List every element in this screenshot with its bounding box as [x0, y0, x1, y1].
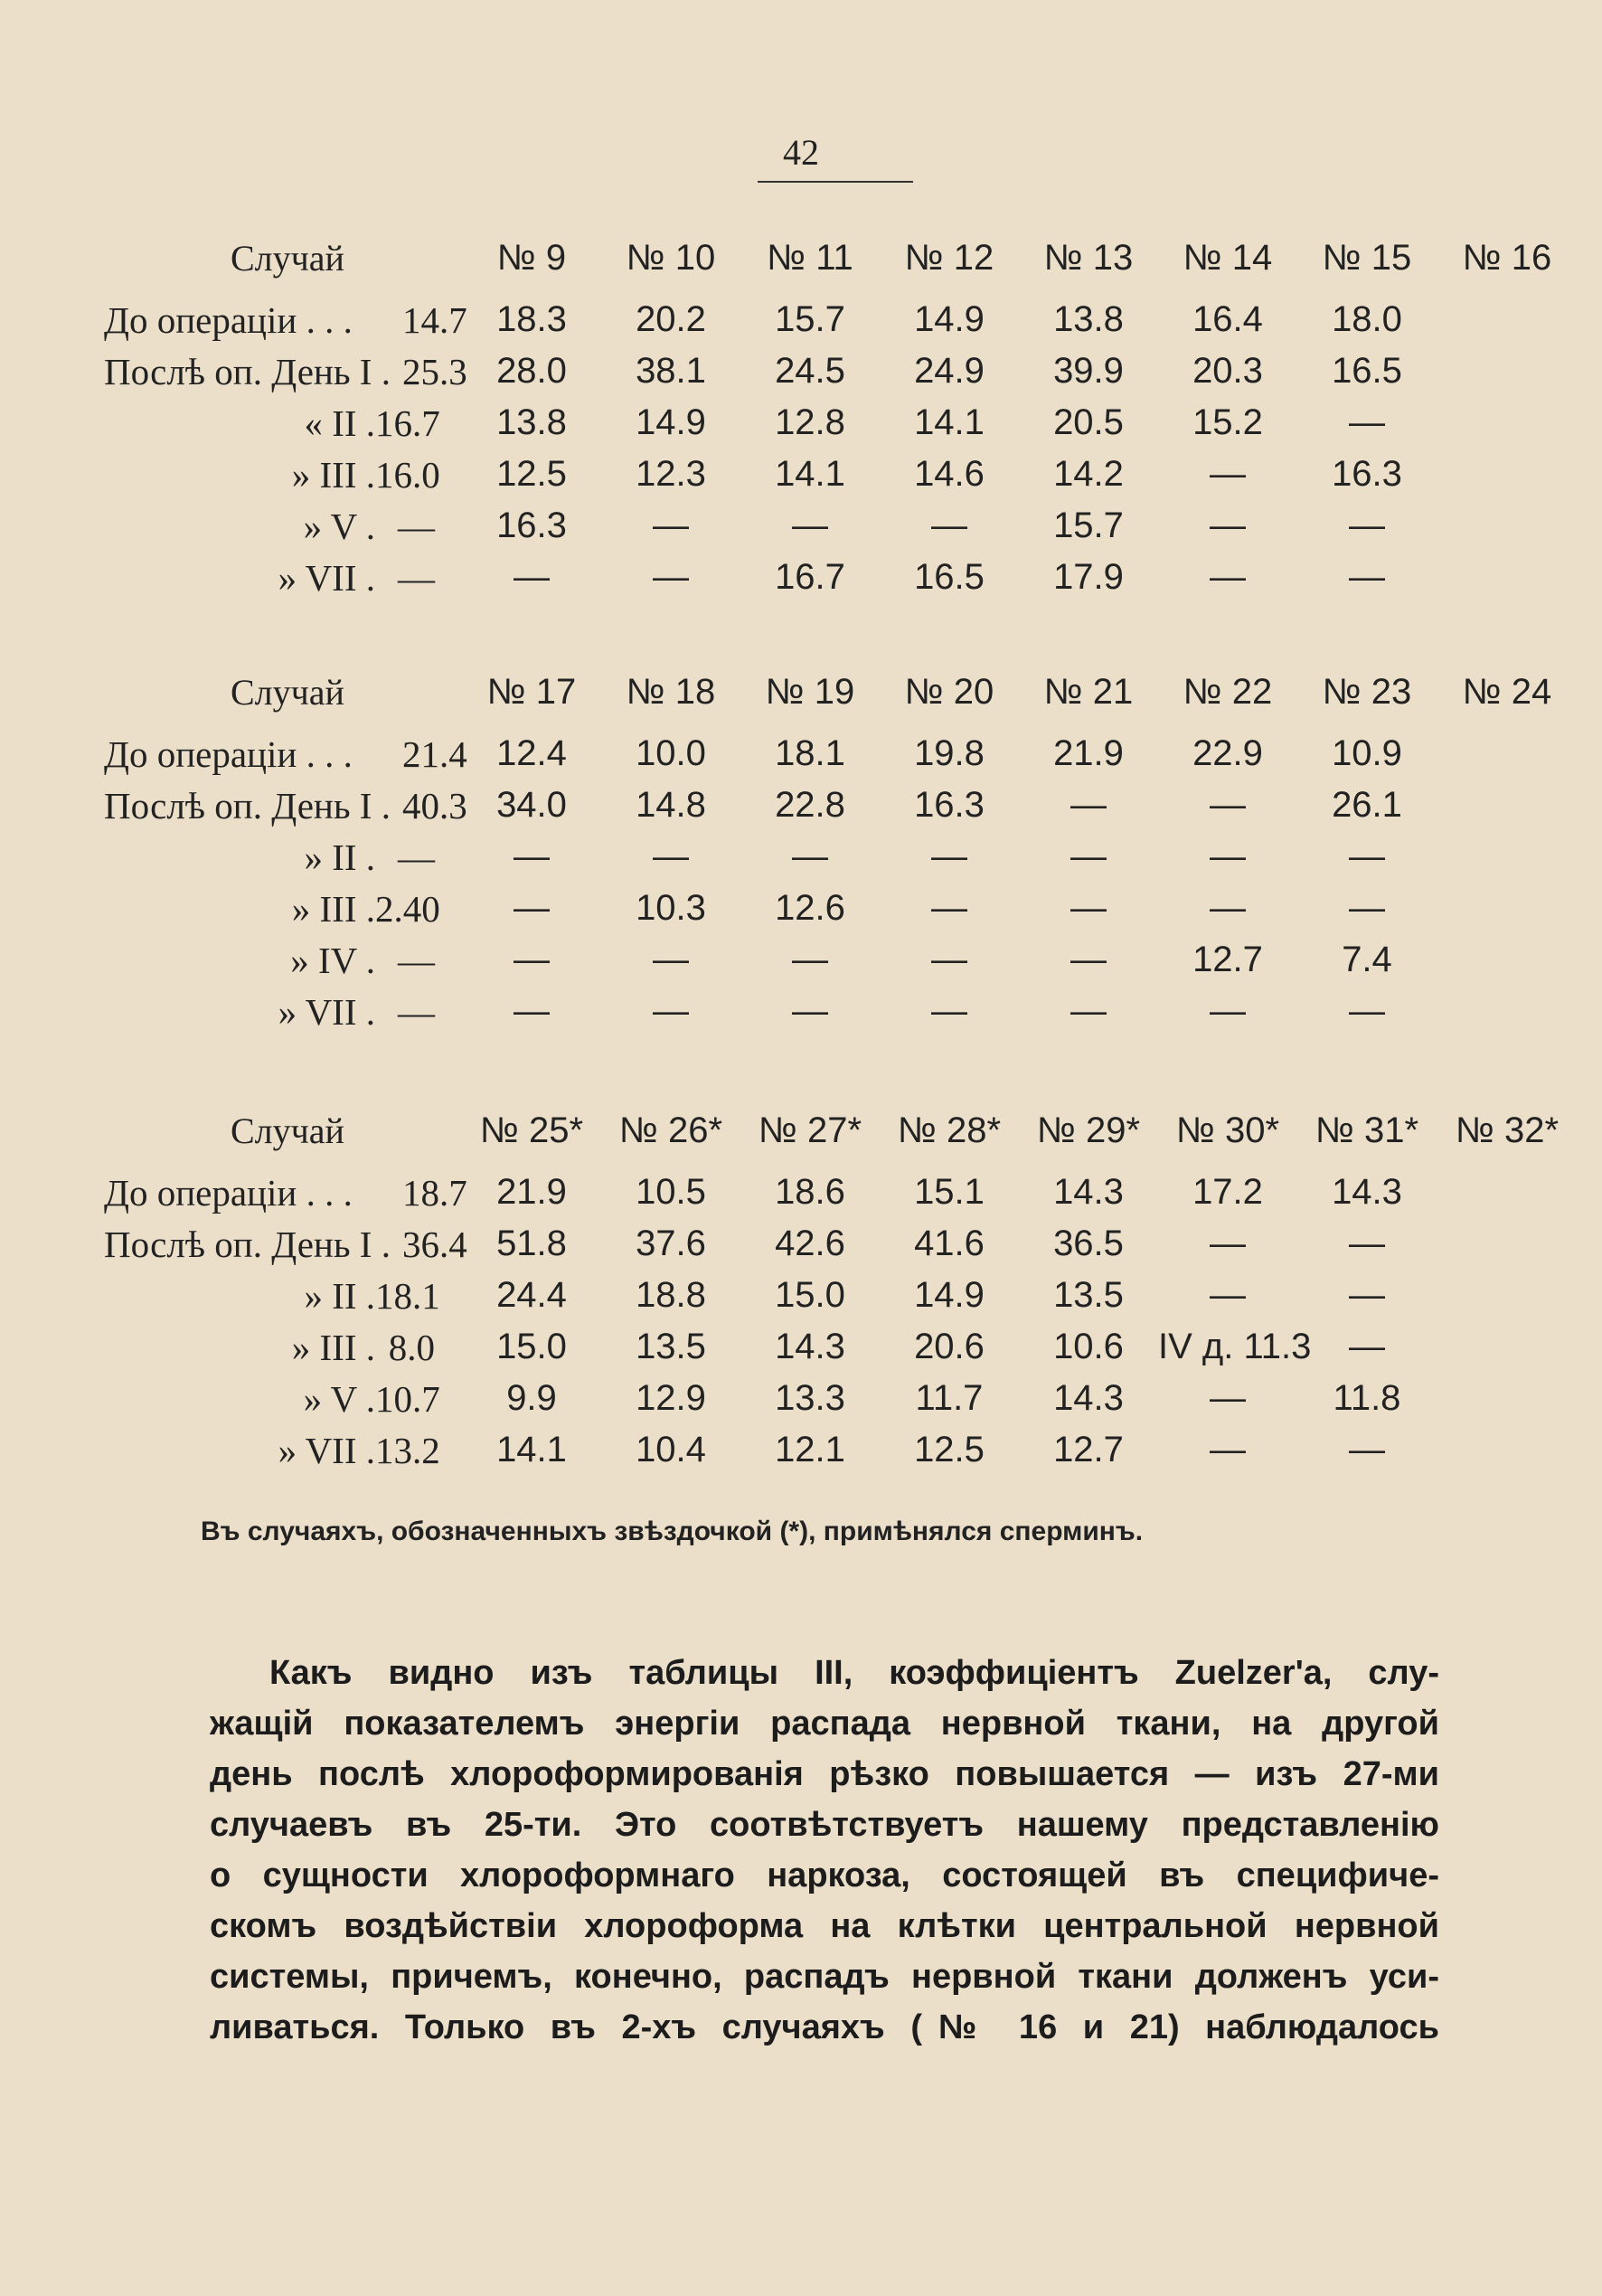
table-cell: 16.3 — [914, 785, 985, 825]
table-cell: — — [653, 836, 689, 876]
table-cell: — — [792, 940, 828, 979]
case-number-header: № 21 — [1043, 671, 1134, 712]
table-cell: — — [1349, 991, 1385, 1031]
case-number-header: № 10 — [626, 237, 716, 278]
table-cell: — — [1349, 1430, 1385, 1469]
table-cell: — — [1070, 888, 1107, 928]
table-row — [95, 1218, 1578, 1270]
table-cell: 16.4 — [1192, 299, 1263, 339]
case-number-header: № 15 — [1322, 237, 1412, 278]
table-cell: 39.9 — [1053, 351, 1124, 391]
case-number-header: № 26* — [618, 1110, 723, 1150]
first-case-value: — — [398, 505, 435, 547]
table-cell: 13.5 — [636, 1327, 706, 1366]
table-header-row — [95, 656, 1578, 728]
table-cell: — — [1210, 888, 1246, 928]
table-cell: 14.1 — [914, 402, 985, 442]
row-label-cell — [95, 728, 467, 780]
table-cell: — — [653, 991, 689, 1031]
case-number-header: № 14 — [1183, 237, 1273, 278]
table-cell: — — [931, 836, 967, 876]
row-label: » IV . — [290, 939, 375, 981]
row-label-cell — [95, 500, 462, 552]
first-case-value: 16.0 — [375, 453, 440, 496]
table-cell: 12.1 — [775, 1430, 845, 1469]
table-cell: 12.9 — [636, 1378, 706, 1418]
paragraph-line: жащій показателемъ энергіи распада нервной ткани, на другой — [210, 1705, 1439, 1743]
row-label: » III . — [291, 1326, 375, 1368]
table-cell: 15.1 — [914, 1172, 985, 1212]
table-cell: 20.2 — [636, 299, 706, 339]
case-number-header: № 9 — [496, 237, 567, 278]
table-cell: 20.3 — [1192, 351, 1263, 391]
row-label-cell — [95, 883, 462, 934]
table-cell: — — [514, 836, 550, 876]
table-cell: — — [514, 940, 550, 979]
first-case-value: 10.7 — [375, 1377, 440, 1420]
row-label-cell — [95, 986, 462, 1037]
case-table-2 — [95, 656, 1578, 1037]
case-table-1 — [95, 222, 1578, 603]
table-cell: — — [1210, 1430, 1246, 1469]
first-case-value: — — [398, 990, 435, 1033]
table-cell: — — [1210, 1275, 1246, 1315]
table-cell: — — [792, 991, 828, 1031]
table-cell: 14.9 — [914, 1275, 985, 1315]
table-cell: 38.1 — [636, 351, 706, 391]
first-case-value: 16.7 — [375, 402, 440, 444]
body-paragraph — [210, 1648, 1439, 2053]
table-row — [95, 1167, 1578, 1218]
table-row — [95, 449, 1578, 500]
table-cell: — — [1210, 454, 1246, 494]
table-cell: 36.5 — [1053, 1224, 1124, 1263]
table-cell: — — [1349, 1275, 1385, 1315]
case-number-header: № 23 — [1322, 671, 1412, 712]
table-cell: 14.1 — [496, 1430, 567, 1469]
table-cell: 12.6 — [775, 888, 845, 928]
table-cell: 18.1 — [775, 733, 845, 773]
corner-label: Случай — [231, 237, 344, 279]
table-cell: 14.8 — [636, 785, 706, 825]
corner-label: Случай — [231, 671, 344, 713]
table-row — [95, 1373, 1578, 1424]
row-label: До операціи . . . — [104, 1171, 353, 1214]
paragraph-line: скомъ воздѣйствіи хлороформа на клѣтки центральной нервной — [210, 1907, 1439, 1945]
row-label-cell — [95, 552, 462, 603]
table-cell: — — [931, 940, 967, 979]
table-row — [95, 1321, 1578, 1373]
table-cell: 24.5 — [775, 351, 845, 391]
first-case-value: — — [398, 836, 435, 878]
table-row — [95, 500, 1578, 552]
paragraph-line: день послѣ хлороформированія рѣзко повышается — изъ 27-ми — [210, 1755, 1439, 1793]
table-cell: 26.1 — [1332, 785, 1402, 825]
table-cell: — — [1210, 991, 1246, 1031]
table-cell: 13.8 — [496, 402, 567, 442]
table-cell: 15.7 — [1053, 505, 1124, 545]
table-cell: 10.6 — [1053, 1327, 1124, 1366]
case-number-header: № 16 — [1462, 237, 1552, 278]
table-row — [95, 780, 1578, 831]
row-label-cell — [95, 449, 462, 500]
corner-label: Случай — [231, 1110, 344, 1151]
table-cell: 10.4 — [636, 1430, 706, 1469]
table-cell: 14.9 — [914, 299, 985, 339]
table-row — [95, 397, 1578, 449]
first-case-value: — — [398, 939, 435, 981]
paragraph-line: ливаться. Только въ 2-хъ случаяхъ (№ 16 и 21) наблюдалось — [210, 2008, 1439, 2046]
table-cell: — — [792, 836, 828, 876]
row-label: До операціи . . . — [104, 732, 353, 775]
table-cell: 12.5 — [914, 1430, 985, 1469]
row-label: » VII . — [278, 556, 375, 599]
first-case-value: 25.3 — [402, 350, 467, 392]
table-cell: 18.8 — [636, 1275, 706, 1315]
table-cell: — — [1210, 1378, 1246, 1418]
table-cell: 14.2 — [1053, 454, 1124, 494]
table-cell: — — [514, 888, 550, 928]
table-cell: — — [1070, 785, 1107, 825]
row-label: » V . — [303, 1377, 375, 1420]
table-cell: 12.8 — [775, 402, 845, 442]
table-cell: — — [1210, 785, 1246, 825]
table-cell: 17.9 — [1053, 557, 1124, 597]
table-cell: 14.9 — [636, 402, 706, 442]
table-cell: 16.7 — [775, 557, 845, 597]
table-cell: IV д. 11.3 — [1158, 1327, 1312, 1366]
table-cell: 18.3 — [496, 299, 567, 339]
row-label-cell — [95, 934, 462, 986]
row-label-cell — [95, 1424, 462, 1476]
table-cell: 16.5 — [914, 557, 985, 597]
table-cell: 11.7 — [915, 1378, 984, 1418]
table-cell: — — [1210, 1224, 1246, 1263]
first-case-value: 14.7 — [402, 298, 467, 341]
case-number-header: № 17 — [486, 671, 577, 712]
table-cell: 16.3 — [496, 505, 567, 545]
table-cell: — — [931, 888, 967, 928]
row-label: « II . — [304, 402, 375, 444]
table-cell: 37.6 — [636, 1224, 706, 1263]
table-cell: — — [931, 991, 967, 1031]
table-cell: — — [1210, 836, 1246, 876]
table-cell: — — [792, 505, 828, 545]
first-case-value: 18.1 — [375, 1274, 440, 1317]
case-number-header: № 27* — [758, 1110, 862, 1150]
table-cell: 15.2 — [1192, 402, 1263, 442]
table-cell: 41.6 — [914, 1224, 985, 1263]
row-label: Послѣ оп. День I . — [104, 1223, 391, 1265]
table-cell: — — [1349, 505, 1385, 545]
first-case-value: 18.7 — [402, 1171, 467, 1214]
table-cell: — — [653, 557, 689, 597]
table-cell: 24.9 — [914, 351, 985, 391]
table-cell: 13.3 — [775, 1378, 845, 1418]
row-label-cell — [95, 1270, 462, 1321]
table-row — [95, 294, 1578, 345]
table-row — [95, 1270, 1578, 1321]
table-cell: 42.6 — [775, 1224, 845, 1263]
table-cell: 10.3 — [636, 888, 706, 928]
table-cell: 21.9 — [496, 1172, 567, 1212]
paragraph-line: Какъ видно изъ таблицы III, коэффиціентъ Zuelzer'a, слу- — [269, 1654, 1439, 1692]
table-cell: — — [514, 557, 550, 597]
row-label-cell — [95, 345, 467, 397]
row-label-cell — [95, 831, 462, 883]
table-cell: — — [1349, 888, 1385, 928]
row-label-cell — [95, 780, 467, 831]
table-row — [95, 1424, 1578, 1476]
table-cell: — — [1070, 940, 1107, 979]
table-cell: 24.4 — [496, 1275, 567, 1315]
table-cell: 7.4 — [1342, 940, 1392, 979]
case-number-header: № 11 — [767, 237, 853, 278]
table-row — [95, 552, 1578, 603]
table-cell: 17.2 — [1192, 1172, 1263, 1212]
table-cell: 16.5 — [1332, 351, 1402, 391]
table-cell: 18.6 — [775, 1172, 845, 1212]
row-label: Послѣ оп. День I . — [104, 350, 391, 392]
first-case-value: 2.40 — [375, 887, 440, 930]
table-cell: 14.3 — [1053, 1172, 1124, 1212]
row-label: » VII . — [278, 990, 375, 1033]
row-label: Послѣ оп. День I . — [104, 784, 391, 827]
first-case-value: — — [398, 556, 435, 599]
table-cell: 13.5 — [1053, 1275, 1124, 1315]
case-number-header: № 31* — [1315, 1110, 1419, 1150]
table-cell: 16.3 — [1332, 454, 1402, 494]
table-cell: 12.7 — [1192, 940, 1263, 979]
table-cell: — — [1349, 1327, 1385, 1366]
table-cell: — — [1349, 836, 1385, 876]
row-label: » VII . — [278, 1429, 375, 1471]
case-table-3 — [95, 1094, 1578, 1476]
case-number-header: № 25* — [479, 1110, 584, 1150]
row-label-cell — [95, 1321, 462, 1373]
table-cell: 12.3 — [636, 454, 706, 494]
table-cell: 15.0 — [496, 1327, 567, 1366]
table-cell: 14.3 — [775, 1327, 845, 1366]
row-label-cell — [95, 1218, 467, 1270]
page-number: 42 — [783, 132, 819, 173]
row-label: » II . — [304, 1274, 375, 1317]
table-cell: 20.5 — [1053, 402, 1124, 442]
paragraph-line: о сущности хлороформнаго наркоза, состоящей въ специфиче- — [210, 1857, 1439, 1894]
row-label: » V . — [303, 505, 375, 547]
row-label: » III . — [291, 887, 375, 930]
case-number-header: № 30* — [1175, 1110, 1280, 1150]
table-cell: — — [653, 940, 689, 979]
first-case-value: 40.3 — [402, 784, 467, 827]
table-cell: — — [1349, 402, 1385, 442]
table-cell: 11.8 — [1333, 1378, 1401, 1418]
table-cell: 22.8 — [775, 785, 845, 825]
case-number-header: № 28* — [897, 1110, 1002, 1150]
row-label: » II . — [304, 836, 375, 878]
first-case-value: 13.2 — [375, 1429, 440, 1471]
case-number-header: № 12 — [904, 237, 994, 278]
table-cell: — — [931, 505, 967, 545]
table-cell: 20.6 — [914, 1327, 985, 1366]
table-cell: 13.8 — [1053, 299, 1124, 339]
footnote: Въ случаяхъ, обозначенныхъ звѣздочкой (*), примѣнялся сперминъ. — [201, 1516, 1144, 1546]
table-cell: — — [1349, 1224, 1385, 1263]
table-cell: 10.5 — [636, 1172, 706, 1212]
table-cell: 14.6 — [914, 454, 985, 494]
table-cell: — — [1210, 557, 1246, 597]
case-number-header: № 13 — [1043, 237, 1134, 278]
case-number-header: № 29* — [1036, 1110, 1141, 1150]
table-cell: 10.0 — [636, 733, 706, 773]
table-cell: — — [1210, 505, 1246, 545]
table-cell: 14.3 — [1332, 1172, 1402, 1212]
table-row — [95, 728, 1578, 780]
table-cell: 10.9 — [1332, 733, 1402, 773]
table-cell: 21.9 — [1053, 733, 1124, 773]
table-cell: 22.9 — [1192, 733, 1263, 773]
table-cell: 9.9 — [506, 1378, 557, 1418]
case-number-header: № 18 — [626, 671, 716, 712]
paragraph-line: системы, причемъ, конечно, распадъ нервной ткани долженъ уси- — [210, 1958, 1439, 1996]
case-number-header: № 24 — [1462, 671, 1552, 712]
table-cell: 14.1 — [775, 454, 845, 494]
table-row — [95, 986, 1578, 1037]
table-cell: — — [653, 505, 689, 545]
table-cell: 12.4 — [496, 733, 567, 773]
row-label-cell — [95, 397, 462, 449]
table-cell: 51.8 — [496, 1224, 567, 1263]
case-number-header: № 22 — [1183, 671, 1273, 712]
table-cell: — — [514, 991, 550, 1031]
first-case-value: 36.4 — [402, 1223, 467, 1265]
table-row — [95, 934, 1578, 986]
header-rule — [758, 181, 913, 183]
table-cell: 34.0 — [496, 785, 567, 825]
table-cell: 18.0 — [1332, 299, 1402, 339]
table-row — [95, 345, 1578, 397]
first-case-value: 21.4 — [402, 732, 467, 775]
table-cell: 28.0 — [496, 351, 567, 391]
table-cell: 14.3 — [1053, 1378, 1124, 1418]
table-header-row — [95, 222, 1578, 294]
table-row — [95, 831, 1578, 883]
row-label-cell — [95, 1167, 467, 1218]
table-cell: 15.7 — [775, 299, 845, 339]
table-cell: — — [1070, 991, 1107, 1031]
table-cell: 19.8 — [914, 733, 985, 773]
table-cell: — — [1070, 836, 1107, 876]
first-case-value: 8.0 — [388, 1326, 435, 1368]
table-cell: 15.0 — [775, 1275, 845, 1315]
table-row — [95, 883, 1578, 934]
table-cell: 12.7 — [1053, 1430, 1124, 1469]
case-number-header: № 32* — [1455, 1110, 1560, 1150]
row-label-cell — [95, 1373, 462, 1424]
paragraph-line: случаевъ въ 25-ти. Это соотвѣтствуетъ нашему представленію — [210, 1806, 1439, 1844]
case-number-header: № 19 — [765, 671, 855, 712]
row-label: » III . — [291, 453, 375, 496]
table-header-row — [95, 1094, 1578, 1167]
row-label-cell — [95, 294, 467, 345]
case-number-header: № 20 — [904, 671, 994, 712]
row-label: До операціи . . . — [104, 298, 353, 341]
table-cell: 12.5 — [496, 454, 567, 494]
table-cell: — — [1349, 557, 1385, 597]
